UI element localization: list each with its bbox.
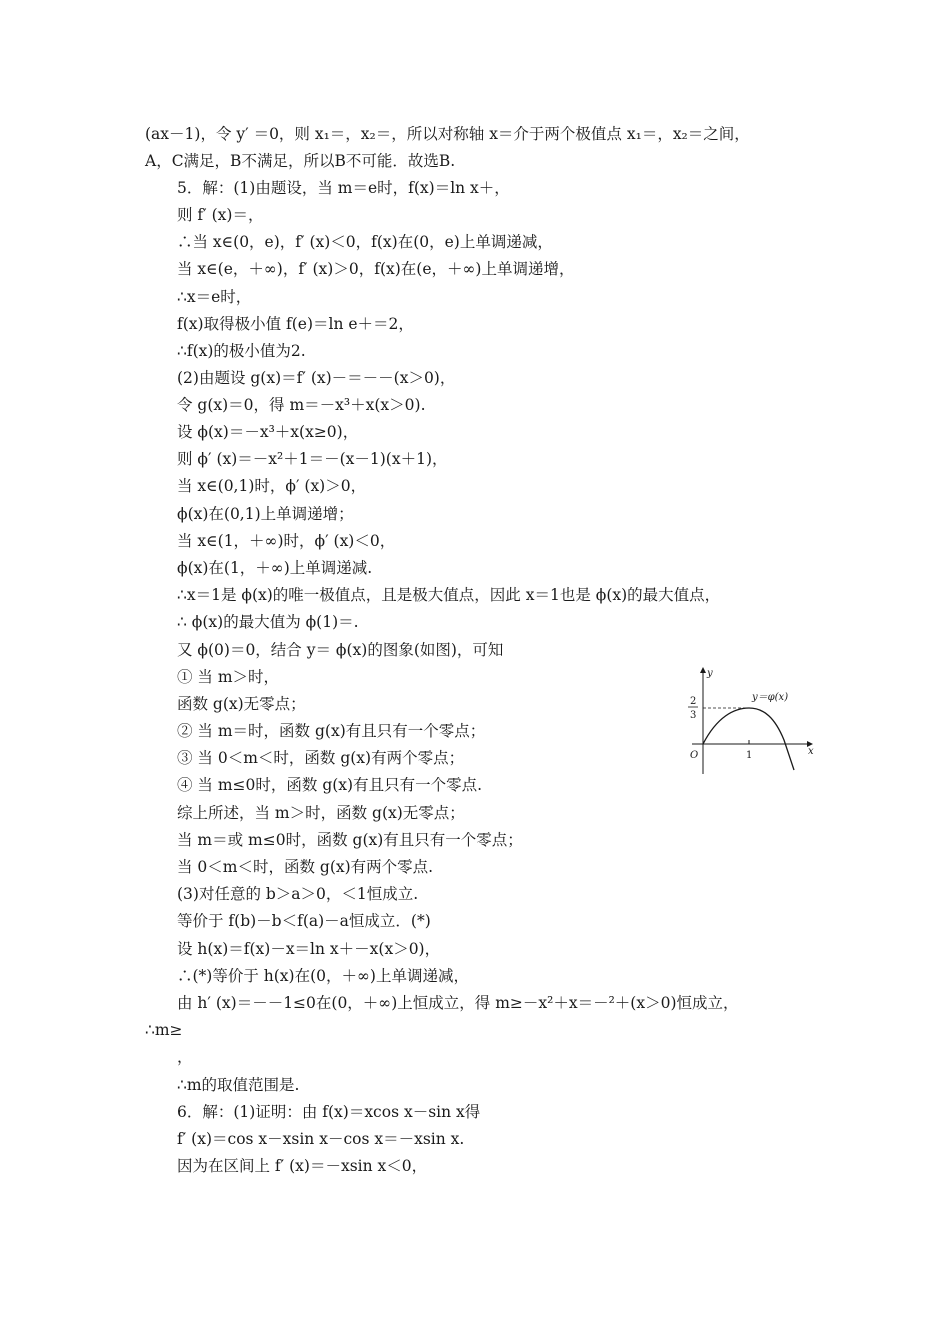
text-line: ∴f(x)的极小值为2. (177, 342, 306, 360)
text-line: 设 ϕ(x)＝－x³＋x(x≥0)， (177, 423, 359, 441)
text-line: ④ 当 m≤0时，函数 g(x)有且只有一个零点. (177, 776, 483, 794)
text-line: 函数 g(x)无零点； (177, 695, 306, 713)
text-line: ① 当 m＞时， (177, 668, 280, 686)
text-line: ∴m≥ (145, 1021, 183, 1039)
text-line: 则 f′ (x)＝， (177, 206, 264, 224)
text-line: f(x)取得极小值 f(e)＝ln e＋＝2， (177, 315, 414, 333)
text-line: (3)对任意的 b＞a＞0，＜1恒成立. (177, 885, 419, 903)
graph-svg (672, 660, 822, 778)
text-line: ∴m的取值范围是. (177, 1076, 300, 1094)
origin-label: O (690, 750, 699, 761)
text-line: (2)由题设 g(x)＝f′ (x)－＝－－(x＞0)， (177, 369, 456, 387)
text-line: (ax－1)，令 y′ ＝0，则 x₁＝，x₂＝，所以对称轴 x＝介于两个极值点 x₁＝，x₂＝之间， (145, 125, 750, 143)
text-line: 令 g(x)＝0，得 m＝－x³＋x(x＞0). (177, 396, 426, 414)
text-line: 当 x∈(e，＋∞)，f′ (x)＞0，f(x)在(e，＋∞)上单调递增， (177, 260, 575, 278)
text-line: 由 h′ (x)＝－－1≤0在(0，＋∞)上恒成立，得 m≥－x²＋x＝－²＋(x＞0)恒成立， (177, 994, 739, 1012)
text-line: 6．解：(1)证明：由 f(x)＝xcos x－sin x得 (177, 1103, 481, 1121)
function-graph-figure (672, 660, 822, 778)
text-line: 5．解：(1)由题设，当 m＝e时，f(x)＝ln x＋， (177, 179, 510, 197)
y-tick-numerator: 2 (690, 696, 697, 707)
curve-label: y＝φ(x) (752, 692, 789, 703)
text-line: f′ (x)＝cos x－xsin x－cos x＝－xsin x. (177, 1130, 465, 1148)
text-line: 当 x∈(0,1)时，ϕ′ (x)＞0， (177, 477, 367, 495)
text-line: 当 m＝或 m≤0时，函数 g(x)有且只有一个零点； (177, 831, 523, 849)
y-axis-label: y (707, 668, 713, 679)
x-axis-label: x (808, 746, 814, 757)
text-line: 等价于 f(b)－b＜f(a)－a恒成立．(*) (177, 912, 431, 930)
text-line: ϕ(x)在(0,1)上单调递增； (177, 505, 354, 523)
text-line: 设 h(x)＝f(x)－x＝ln x＋－x(x＞0)， (177, 940, 441, 958)
text-line: ∴(*)等价于 h(x)在(0，＋∞)上单调递减， (177, 967, 469, 985)
text-line: ∴ ϕ(x)的最大值为 ϕ(1)＝. (177, 613, 359, 631)
text-line: 因为在区间上 f′ (x)＝－xsin x＜0， (177, 1157, 428, 1175)
text-line: ③ 当 0＜m＜时，函数 g(x)有两个零点； (177, 749, 465, 767)
text-line: 又 ϕ(0)＝0，结合 y＝ ϕ(x)的图象(如图)，可知 (177, 641, 504, 659)
text-line: ② 当 m＝时，函数 g(x)有且只有一个零点； (177, 722, 486, 740)
y-tick-denominator: 3 (690, 710, 697, 721)
text-line: 当 0＜m＜时，函数 g(x)有两个零点. (177, 858, 434, 876)
x-tick-label: 1 (746, 750, 753, 761)
text-line: 当 x∈(1，＋∞)时，ϕ′ (x)＜0， (177, 532, 396, 550)
text-line: 则 ϕ′ (x)＝－x²＋1＝－(x－1)(x＋1)， (177, 450, 448, 468)
text-line: ∴当 x∈(0，e)，f′ (x)＜0，f(x)在(0，e)上单调递减， (177, 233, 553, 251)
text-line: ϕ(x)在(1，＋∞)上单调递减. (177, 559, 373, 577)
text-line: 综上所述，当 m＞时，函数 g(x)无零点； (177, 804, 465, 822)
text-line: ∴x＝e时， (177, 288, 252, 306)
text-line: A，C满足，B不满足，所以B不可能．故选B. (145, 152, 456, 170)
text-line: ∴x＝1是 ϕ(x)的唯一极值点，且是极大值点，因此 x＝1也是 ϕ(x)的最大值点， (177, 586, 721, 604)
text-line: ， (177, 1048, 193, 1066)
